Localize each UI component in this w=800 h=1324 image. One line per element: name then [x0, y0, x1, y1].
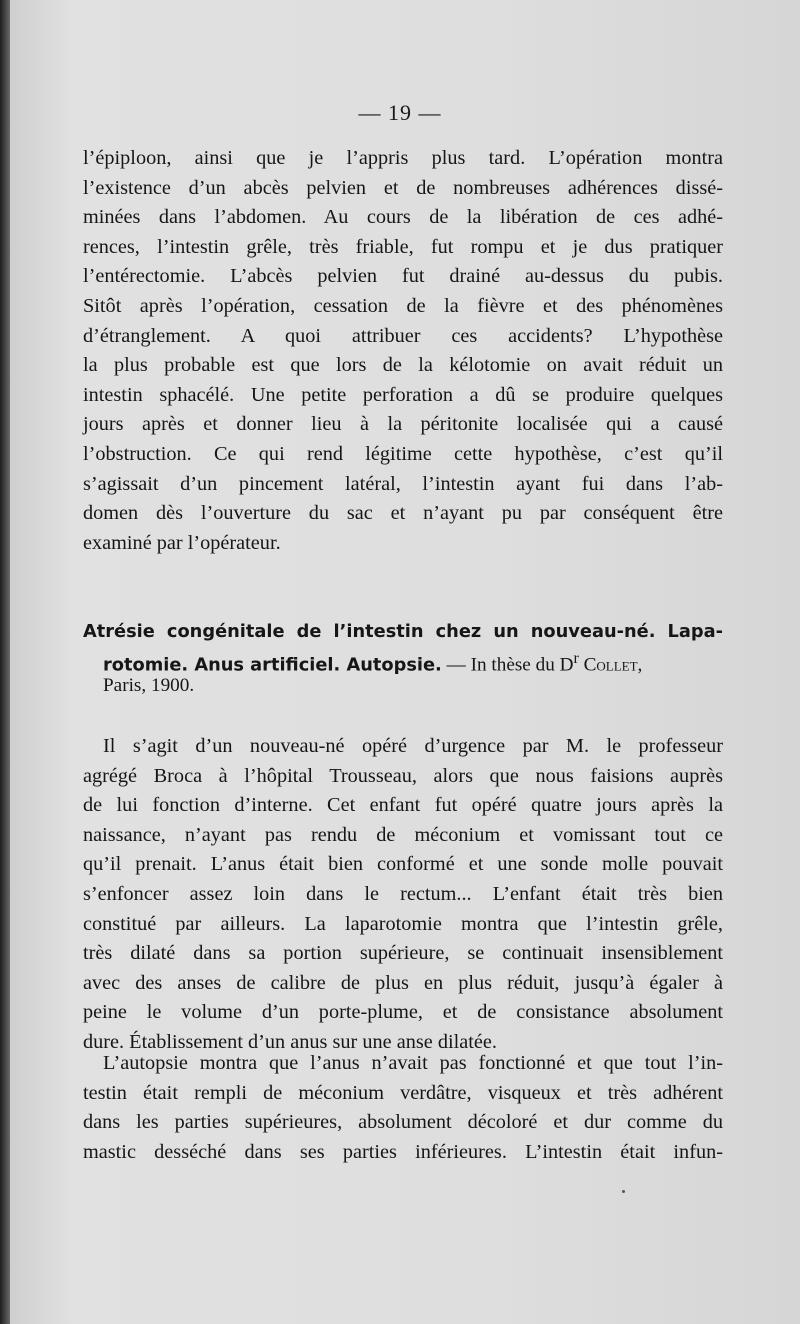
- text-line: l’épiploon, ainsi que je l’appris plus tard. L’opération montra: [83, 147, 723, 169]
- text-line: avec des anses de calibre de plus en plus réduit, jusqu’à égaler à: [83, 971, 723, 994]
- paragraph-case-description: [83, 732, 723, 1058]
- text-line: intestin sphacélé. Une petite perforation a dû se produire quelques: [83, 383, 723, 406]
- text-line: d’étranglement. A quoi attribuer ces accidents? L’hypothèse: [83, 324, 723, 347]
- text-line: mastic desséché dans ses parties inférieures. L’intestin était infun-: [83, 1140, 723, 1163]
- text-line: très dilaté dans sa portion supérieure, se continuait insensiblement: [83, 942, 723, 965]
- paragraph-case-continuation: [83, 144, 723, 558]
- heading-title-line: Atrésie congénitale de l’intestin chez un nouveau-né. Lapa-: [83, 621, 723, 642]
- text-line: minées dans l’abdomen. Au cours de la libération de ces adhé-: [83, 206, 723, 229]
- text-line: Sitôt après l’opération, cessation de la fièvre et des phénomènes: [83, 294, 723, 317]
- text-line: qu’il prenait. L’anus était bien conformé et une sonde molle pouvait: [83, 853, 723, 876]
- text-line: constitué par ailleurs. La laparotomie montra que l’intestin grêle,: [83, 912, 723, 935]
- text-line: dure. Établissement d’un anus sur une anse dilatée.: [83, 1030, 497, 1053]
- text-line: dans les parties supérieures, absolument décoloré et dur comme du: [83, 1111, 723, 1134]
- heading-citation-sup: r: [573, 650, 579, 667]
- scan-edge: [0, 0, 10, 1324]
- book-page: [10, 0, 800, 1324]
- text-line: agrégé Broca à l’hôpital Trousseau, alors que nous faisions auprès: [83, 764, 723, 787]
- paragraph-autopsy: [83, 1049, 723, 1167]
- text-line: de lui fonction d’interne. Cet enfant fut opéré quatre jours après la: [83, 794, 723, 817]
- heading-title-continuation: rotomie. Anus artificiel. Autopsie.: [103, 654, 442, 676]
- heading-author: Collet,: [578, 654, 643, 676]
- heading-line-2: [83, 645, 723, 676]
- heading-citation: — In thèse du D: [441, 654, 574, 676]
- text-line: jours après et donner lieu à la péritonite localisée qui a causé: [83, 413, 723, 436]
- text-line: Il s’agit d’un nouveau-né opéré d’urgence par M. le professeur: [103, 735, 723, 757]
- text-line: naissance, n’ayant pas rendu de méconium et vomissant tout ce: [83, 823, 723, 846]
- text-line: peine le volume d’un porte-plume, et de consistance absolument: [83, 1001, 723, 1024]
- text-line: l’obstruction. Ce qui rend légitime cette hypothèse, c’est qu’il: [83, 442, 723, 465]
- text-line: rences, l’intestin grêle, très friable, fut rompu et je dus pratiquer: [83, 235, 723, 258]
- text-line: l’existence d’un abcès pelvien et de nombreuses adhérences dissé-: [83, 176, 723, 199]
- text-line: s’agissait d’un pincement latéral, l’intestin ayant fui dans l’ab-: [83, 472, 723, 495]
- text-line: domen dès l’ouverture du sac et n’ayant pu par conséquent être: [83, 502, 723, 525]
- text-line: examiné par l’opérateur.: [83, 531, 281, 554]
- text-line: l’entérectomie. L’abcès pelvien fut drainé au-dessus du pubis.: [83, 265, 723, 288]
- page-number: — 19 —: [358, 100, 442, 125]
- text-line: testin était rempli de méconium verdâtre, visqueux et très adhérent: [83, 1081, 723, 1104]
- heading-place-date: Paris, 1900.: [103, 675, 195, 696]
- text-line: la plus probable est que lors de la kélotomie on avait réduit un: [83, 354, 723, 377]
- scan-speck: [622, 1190, 625, 1193]
- text-line: L’autopsie montra que l’anus n’avait pas fonctionné et que tout l’in-: [103, 1052, 723, 1074]
- case-heading: [83, 618, 723, 699]
- text-line: s’enfoncer assez loin dans le rectum... L’enfant était très bien: [83, 882, 723, 905]
